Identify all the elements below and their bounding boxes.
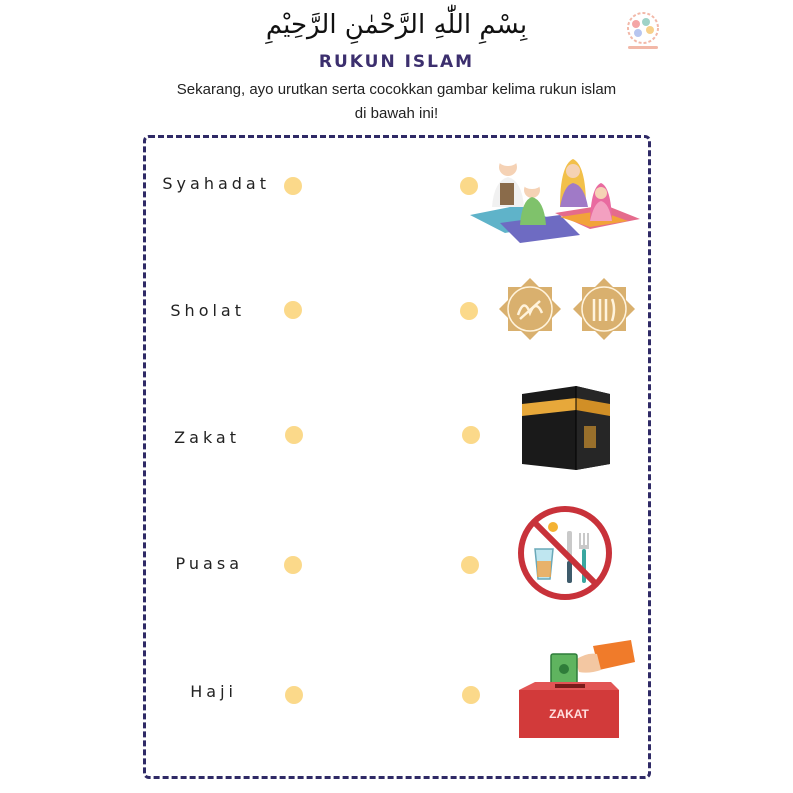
right-dot-4[interactable]	[461, 556, 479, 574]
label-syahadat: Syahadat	[162, 174, 270, 193]
right-dot-2[interactable]	[460, 302, 478, 320]
left-dot-4[interactable]	[284, 556, 302, 574]
left-dot-5[interactable]	[285, 686, 303, 704]
instruction-line-2: di bawah ini!	[354, 105, 439, 122]
instruction-line-1: Sekarang, ayo urutkan serta cocokkan gambar kelima rukun islam	[176, 81, 617, 98]
kaaba-icon	[522, 386, 610, 470]
brand-logo-icon	[620, 8, 666, 54]
label-haji: Haji	[190, 682, 237, 701]
no-eating-drinking-icon	[517, 505, 613, 601]
left-dot-3[interactable]	[285, 426, 303, 444]
zakat-box-label: ZAKAT	[549, 707, 589, 721]
instruction-text	[120, 78, 673, 126]
right-dot-5[interactable]	[462, 686, 480, 704]
right-dot-3[interactable]	[462, 426, 480, 444]
label-zakat: Zakat	[174, 428, 240, 447]
left-dot-2[interactable]	[284, 301, 302, 319]
calligraphy-medallions-icon	[498, 276, 640, 342]
zakat-box-icon	[515, 640, 635, 742]
label-puasa: Puasa	[175, 554, 243, 573]
page-title: RUKUN ISLAM	[318, 52, 475, 72]
label-sholat: Sholat	[170, 301, 245, 320]
praying-family-icon	[460, 145, 650, 245]
bismillah-text: بِسْمِ اللّٰهِ الرَّحْمٰنِ الرَّحِيْمِ	[265, 10, 528, 40]
left-dot-1[interactable]	[284, 177, 302, 195]
